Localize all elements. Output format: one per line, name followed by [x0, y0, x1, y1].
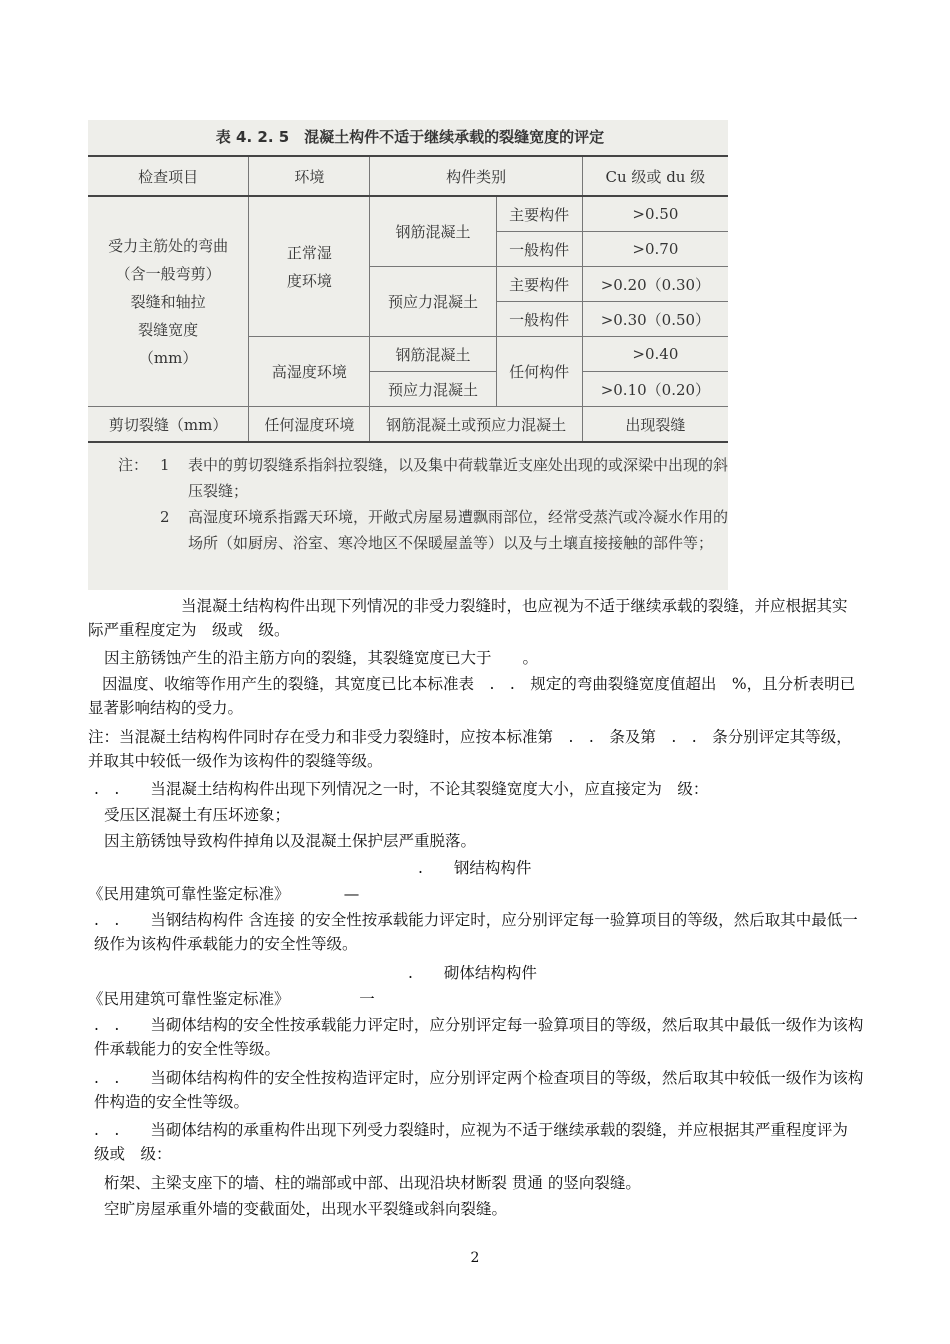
paragraph: . . 当砌体结构构件的安全性按构造评定时，应分别评定两个检查项目的等级，然后取其中较低一级作为该构件构造的安全性等级。: [94, 1069, 864, 1111]
value-cell: >0.30（0.50）: [582, 302, 728, 337]
page-number: 2: [470, 1250, 480, 1266]
paragraph: 因温度、收缩等作用产生的裂缝，其宽度已比本标准表 . . 规定的弯曲裂缝宽度值超出 %，且分析表明已显著影响结构的受力。: [88, 675, 856, 717]
paragraph: . . 当砌体结构的安全性按承载能力评定时，应分别评定每一验算项目的等级，然后取其中最低一级作为该构件承载能力的安全性等级。: [94, 1016, 864, 1058]
value-cell: >0.50: [582, 196, 728, 232]
header-env: 环境: [249, 156, 370, 196]
env-normal: 正常湿 度环境: [249, 196, 370, 337]
paragraph: 因主筋锈蚀产生的沿主筋方向的裂缝，其裂缝宽度已大于 。: [104, 649, 539, 667]
sub-general: 一般构件: [496, 302, 582, 337]
table-title: 表 4. 2. 5 混凝土构件不适于继续承载的裂缝宽度的评定: [215, 128, 605, 146]
section-heading: . 钢结构构件: [418, 859, 532, 877]
env-any: 任何湿度环境: [249, 407, 370, 443]
header-type: 构件类别: [370, 156, 582, 196]
sub-general: 一般构件: [496, 232, 582, 267]
type-prc: 预应力混凝土: [370, 372, 496, 407]
paragraph: 当混凝土结构构件出现下列情况的非受力裂缝时，也应视为不适于继续承载的裂缝，并应根据其实际严重程度定为 级或 级。: [88, 597, 848, 639]
item-shear: 剪切裂缝（mm）: [88, 407, 249, 443]
header-item: 检查项目: [88, 156, 249, 196]
note-text: 高湿度环境系指露天环境，开敞式房屋易遭飘雨部位，经常受蒸汽或冷凝水作用的场所（如厨房、浴室、寒冷地区不保暖屋盖等）以及与土壤直接接触的部件等；: [188, 508, 729, 552]
paragraph: 空旷房屋承重外墙的变截面处，出现水平裂缝或斜向裂缝。: [104, 1200, 508, 1218]
type-rc: 钢筋混凝土: [370, 337, 496, 372]
note-label: 注：: [118, 456, 149, 474]
paragraph: 受压区混凝土有压坏迹象；: [104, 806, 291, 824]
note-number: 1: [160, 456, 170, 474]
paragraph: 因主筋锈蚀导致构件掉角以及混凝土保护层严重脱落。: [104, 832, 477, 850]
paragraph: . . 当钢结构构件 含连接 的安全性按承载能力评定时，应分别评定每一验算项目的等级，然后取其中最低一级作为该构件承载能力的安全性等级。: [94, 911, 858, 953]
value-cell: >0.20（0.30）: [582, 267, 728, 302]
sub-any: 任何构件: [496, 337, 582, 407]
paragraph: . . 当砌体结构的承重构件出现下列受力裂缝时，应视为不适于继续承载的裂缝，并应根据其严重程度评为 级或 级：: [94, 1121, 864, 1163]
value-cell: >0.70: [582, 232, 728, 267]
sub-main: 主要构件: [496, 267, 582, 302]
header-grade: Cu 级或 du 级: [582, 156, 728, 196]
table-notes: [118, 452, 728, 556]
paragraph: 桁架、主梁支座下的墙、柱的端部或中部、出现沿块材断裂 贯通 的竖向裂缝。: [104, 1174, 641, 1192]
type-prc: 预应力混凝土: [370, 267, 496, 337]
paragraph: . . 当混凝土结构构件出现下列情况之一时，不论其裂缝宽度大小，应直接定为 级：: [94, 780, 709, 798]
sub-main: 主要构件: [496, 196, 582, 232]
note-text: 表中的剪切裂缝系指斜拉裂缝，以及集中荷载靠近支座处出现的或深梁中出现的斜压裂缝；: [188, 456, 729, 500]
item-bending: 受力主筋处的弯曲 （含一般弯剪） 裂缝和轴拉 裂缝宽度 （mm）: [88, 196, 249, 407]
type-rc: 钢筋混凝土: [370, 196, 496, 267]
source-line: 《民用建筑可靠性鉴定标准》 —: [88, 885, 360, 903]
crack-width-table: [88, 155, 728, 443]
value-cell: >0.40: [582, 337, 728, 372]
section-heading: . 砌体结构构件: [408, 964, 537, 982]
value-cell: 出现裂缝: [582, 407, 728, 443]
paragraph: 注：当混凝土结构构件同时存在受力和非受力裂缝时，应按本标准第 . . 条及第 . . 条分别评定其等级，并取其中较低一级作为该构件的裂缝等级。: [88, 728, 852, 770]
type-rc-or-prc: 钢筋混凝土或预应力混凝土: [370, 407, 582, 443]
env-high: 高湿度环境: [249, 337, 370, 407]
value-cell: >0.10（0.20）: [582, 372, 728, 407]
source-line: 《民用建筑可靠性鉴定标准》 一: [88, 990, 375, 1008]
note-number: 2: [160, 508, 170, 526]
